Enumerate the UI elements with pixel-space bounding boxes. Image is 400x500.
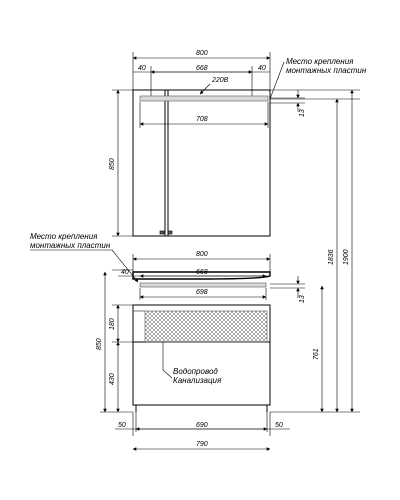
height-1836: 1836 (328, 249, 335, 265)
top-mount-bracket (140, 96, 268, 101)
drawer-mesh-panel (145, 311, 267, 342)
top-width-800: 800 (196, 50, 208, 57)
bottom-bracket-offset-13: 13 (299, 295, 306, 303)
hinge-left (160, 231, 164, 234)
top-mount-note-line1: Место крепления (286, 57, 354, 66)
top-mount-note-line2: монтажных пластин (286, 66, 367, 75)
drawer-height-180: 180 (109, 318, 116, 330)
bottom-side-right-50: 50 (275, 422, 283, 429)
mirror-cabinet-body (133, 90, 270, 236)
hinge-right (168, 231, 172, 234)
top-side-right-40: 40 (258, 65, 266, 72)
lower-height-430: 430 (109, 373, 116, 385)
top-inner-668: 668 (196, 65, 208, 72)
bottom-side-left-40: 40 (121, 269, 129, 276)
height-761: 761 (313, 348, 320, 360)
water-supply-label: Водопровод (173, 367, 218, 376)
top-height-850: 850 (109, 158, 116, 170)
right-vertical-dimensions (270, 90, 360, 412)
bottom-mount-note-line1: Место крепления (30, 232, 98, 241)
bottom-mount-bracket (140, 283, 266, 287)
bottom-height-850: 850 (96, 338, 103, 350)
bottom-lower-inner-698: 698 (196, 289, 208, 296)
top-lower-inner-708: 708 (196, 116, 208, 123)
bottom-width-790: 790 (196, 441, 208, 448)
bottom-inner-668: 668 (196, 269, 208, 276)
height-1900: 1900 (343, 249, 350, 265)
top-side-left-40: 40 (138, 65, 146, 72)
bottom-top-width-800: 800 (196, 251, 208, 258)
bottom-mount-note-line2: монтажных пластин (30, 241, 111, 250)
voltage-label: 220В (212, 77, 229, 84)
top-bracket-offset-13: 13 (299, 109, 306, 117)
bottom-cabinet (30, 232, 306, 449)
bottom-side-left-50: 50 (118, 422, 126, 429)
sewer-label: Канализация (173, 376, 222, 385)
bottom-inner-690: 690 (196, 422, 208, 429)
top-cabinet (109, 50, 367, 236)
